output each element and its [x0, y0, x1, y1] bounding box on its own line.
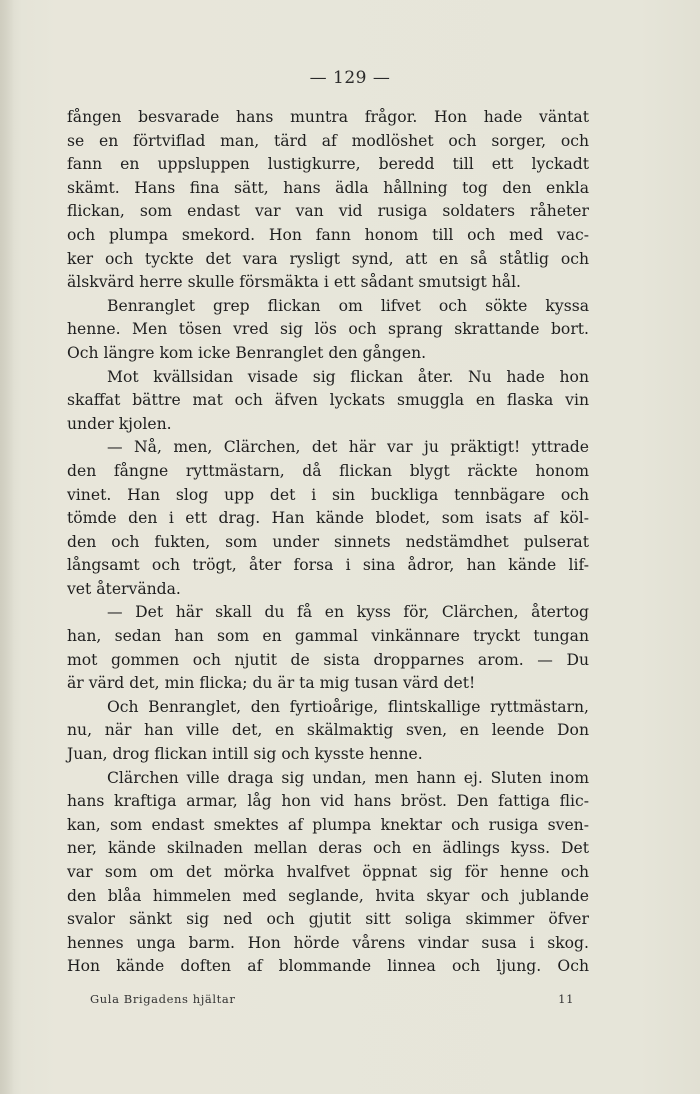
footer-sheet-number: 11 [558, 992, 574, 1006]
text-line: Benranglet grep flickan om lifvet och sökte kyssa [107, 296, 589, 315]
text-line: — Nå, men, Clärchen, det här var ju präktigt! yttrade [107, 438, 589, 457]
text-line: tömde den i ett drag. Han kände blodet, som isats af köl- [67, 509, 589, 528]
text-line: och plumpa smekord. Hon fann honom till och med vac- [67, 225, 589, 244]
text-line: skämt. Hans fina sätt, hans ädla hållning tog den enkla [67, 178, 589, 197]
text-line: långsamt och trögt, åter forsa i sina ådror, han kände lif- [67, 556, 589, 575]
text-line: svalor sänkt sig ned och gjutit sitt soliga skimmer öfver [67, 910, 589, 929]
text-line: vet återvända. [67, 579, 181, 598]
text-line: den fångne ryttmästarn, då flickan blygt räckte honom [67, 461, 589, 480]
text-line: flickan, som endast var van vid rusiga soldaters råheter [67, 202, 589, 221]
text-line: mot gommen och njutit de sista dropparnes arom. — Du [67, 650, 589, 669]
text-line: kan, som endast smektes af plumpa knektar och rusiga sven- [67, 815, 589, 834]
text-line: vinet. Han slog upp det i sin buckliga tennbägare och [67, 485, 589, 504]
text-line: ker och tyckte det vara rysligt synd, att en så ståtlig och [67, 249, 589, 268]
text-line: den blåa himmelen med seglande, hvita skyar och jublande [67, 886, 589, 905]
text-line: han, sedan han som en gammal vinkännare tryckt tungan [67, 627, 589, 646]
text-line: älskvärd herre skulle försmäkta i ett sådant smutsigt hål. [67, 273, 522, 292]
body-text [67, 106, 589, 979]
text-line: hennes unga barm. Hon hörde vårens vindar susa i skog. [67, 933, 589, 952]
text-line: var som om det mörka hvalfvet öppnat sig för henne och [67, 863, 589, 881]
text-line: Och Benranglet, den fyrtioårige, flintskallige ryttmästarn, [107, 697, 589, 716]
text-line: ner, kände skilnaden mellan deras och en ädlings kyss. Det [67, 839, 589, 858]
text-line: fången besvarade hans muntra frågor. Hon hade väntat [67, 108, 589, 126]
text-line: se en förtviflad man, tärd af modlöshet och sorger, och [67, 131, 589, 150]
text-line: Mot kvällsidan visade sig flickan åter. Nu hade hon [107, 367, 589, 386]
page-footer [90, 992, 574, 1006]
text-line: den och fukten, som under sinnets nedstämdhet pulserat [67, 532, 589, 551]
text-line: fann en uppsluppen lustigkurre, beredd till ett lyckadt [67, 155, 589, 174]
text-line: Juan, drog flickan intill sig och kysste henne. [67, 745, 423, 764]
text-line: Clärchen ville draga sig undan, men hann ej. Sluten inom [107, 768, 589, 787]
text-line: skaffat bättre mat och äfven lyckats smuggla en flaska vin [67, 391, 589, 410]
text-line: — Det här skall du få en kyss för, Clärchen, återtog [107, 603, 589, 622]
text-line: henne. Men tösen vred sig lös och sprang skrattande bort. [67, 320, 589, 339]
page-number: — 129 — [309, 68, 391, 88]
text-line: Hon kände doften af blommande linnea och ljung. Och [67, 957, 589, 976]
footer-signature: Gula Brigadens hjältar [90, 992, 236, 1006]
text-line: under kjolen. [67, 414, 172, 433]
text-line: hans kraftiga armar, låg hon vid hans bröst. Den fattiga flic- [67, 792, 589, 811]
text-line: är värd det, min flicka; du är ta mig tusan värd det! [67, 674, 476, 693]
text-line: Och längre kom icke Benranglet den gången. [67, 343, 427, 362]
text-line: nu, när han ville det, en skälmaktig sven, en leende Don [67, 721, 589, 740]
